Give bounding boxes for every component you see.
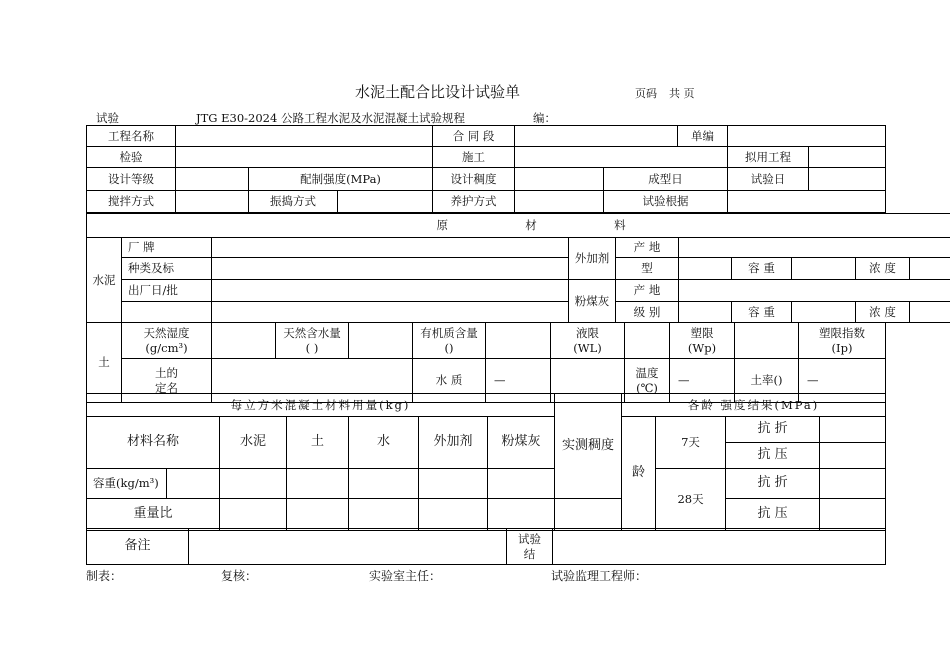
test-label: 试验 [96, 111, 119, 125]
col-admixture: 外加剂 [419, 417, 488, 469]
bulk-density-fly-ash[interactable] [488, 469, 555, 499]
fly-ash-label: 粉煤灰 [569, 280, 616, 323]
raw-title-1: 原 [436, 218, 448, 233]
mixing-method-field[interactable] [176, 191, 249, 213]
factory-date-field[interactable] [212, 280, 569, 302]
contract-section-label: 合 同 段 [433, 126, 515, 147]
organic-l1: 有机质含量 [420, 326, 478, 341]
admixture-density-label: 容 重 [732, 258, 792, 280]
inspection-field[interactable] [176, 147, 433, 168]
admixture-density-field[interactable] [792, 258, 856, 280]
curing-method-label: 养护方式 [433, 191, 515, 213]
plastic-limit-l1: 塑限 [690, 326, 714, 341]
design-grade-label: 设计等级 [87, 168, 176, 191]
day7-compressive-label: 抗 压 [726, 443, 820, 469]
plastic-limit-l2: (Wp) [687, 340, 717, 355]
natural-density-l2: (g/cm³) [145, 340, 188, 355]
admixture-origin-label: 产 地 [616, 238, 679, 258]
type-grade-field[interactable] [212, 258, 569, 280]
remarks-table [86, 528, 886, 565]
conclusion-field[interactable] [553, 529, 886, 565]
code-label-text: 编： [533, 111, 556, 125]
fly-ash-origin-field[interactable] [679, 280, 950, 302]
conclusion-l1: 试验 [518, 532, 541, 547]
plasticity-index-l1: 塑限指数 [819, 326, 865, 341]
factory-date-label: 出厂日/批 [122, 280, 212, 302]
fly-ash-grade-field[interactable] [679, 302, 732, 323]
admixture-concentration-field[interactable] [910, 258, 950, 280]
day28-flexural-label: 抗 折 [726, 469, 820, 499]
day28-flexural-field[interactable] [820, 469, 886, 499]
vibration-method-label: 振捣方式 [249, 191, 338, 213]
weight-ratio-cement[interactable] [220, 499, 287, 531]
weight-ratio-fly-ash[interactable] [488, 499, 555, 531]
test-date-label: 试验日 [728, 168, 809, 191]
day28-label: 28天 [656, 469, 726, 531]
col-water: 水 [349, 417, 419, 469]
total-pages-label: 共 页 [669, 87, 695, 100]
form-title: 水泥土配合比设计试验单 [355, 83, 521, 101]
plastic-limit-label [670, 323, 735, 359]
water-quality-label: 水 质 [413, 359, 486, 403]
plastic-limit-field[interactable] [735, 323, 799, 359]
natural-water-l2: ( ) [305, 340, 319, 355]
design-grade-field[interactable] [176, 168, 249, 191]
bulk-density-water[interactable] [349, 469, 419, 499]
temperature-label: 温度(℃) [625, 359, 670, 403]
weight-ratio-admixture[interactable] [419, 499, 488, 531]
soil-rate-label: 土率() [735, 359, 799, 403]
natural-density-l1: 天然湿度 [143, 326, 190, 341]
liquid-limit-l2: (WL) [573, 340, 602, 355]
design-consistency-field[interactable] [515, 168, 604, 191]
mix-quantity-title: 每立方米混凝土材料用量(kg) [87, 394, 555, 417]
natural-density-label [122, 323, 212, 359]
natural-water-l1: 天然含水量 [283, 326, 341, 341]
soil-label: 土 [87, 323, 122, 403]
admixture-type-field[interactable] [679, 258, 732, 280]
weight-ratio-water[interactable] [349, 499, 419, 531]
soil-rate-field[interactable]: — [799, 359, 886, 403]
organic-l2: () [444, 340, 454, 355]
factory-brand-field[interactable] [212, 238, 569, 258]
materials-table [86, 213, 950, 323]
raw-title-3: 料 [614, 218, 626, 233]
admixture-origin-field[interactable] [679, 238, 950, 258]
fly-ash-density-label: 容 重 [732, 302, 792, 323]
test-basis-field[interactable] [728, 191, 886, 213]
page-number-label: 页码 [635, 87, 657, 100]
info-table [86, 125, 886, 213]
code-label [533, 110, 644, 126]
construction-label: 施工 [433, 147, 515, 168]
proposed-project-field[interactable] [809, 147, 886, 168]
test-date-field[interactable] [809, 168, 886, 191]
contract-section-field[interactable] [515, 126, 678, 147]
project-name-label: 工程名称 [87, 126, 176, 147]
fly-ash-density-field[interactable] [792, 302, 856, 323]
weight-ratio-label: 重量比 [87, 499, 220, 531]
unit-code-field[interactable] [728, 126, 886, 147]
natural-density-field[interactable] [212, 323, 276, 359]
organic-label [413, 323, 486, 359]
conclusion-label [507, 529, 553, 565]
soil-name-l1: 土的 [155, 366, 178, 381]
age-label: 龄 [622, 417, 656, 531]
bulk-density-soil[interactable] [287, 469, 349, 499]
unit-code-label: 单编 [678, 126, 728, 147]
conclusion-l2: 结 [523, 546, 536, 561]
bulk-density-label: 容重(kg/m³) [87, 469, 167, 499]
proposed-project-label: 拟用工程 [728, 147, 809, 168]
plasticity-index-l2: (Ip) [831, 340, 853, 355]
type-grade-label: 种类及标 [122, 258, 212, 280]
raw-materials-title [87, 214, 950, 238]
construction-field[interactable] [515, 147, 728, 168]
inspection-label: 检验 [87, 147, 176, 168]
liquid-limit-l1: 液限 [576, 326, 599, 341]
day7-compressive-field[interactable] [820, 443, 886, 469]
liquid-limit-field[interactable] [625, 323, 670, 359]
admixture-label: 外加剂 [569, 238, 616, 280]
mixing-method-label: 搅拌方式 [87, 191, 176, 213]
soil-name-l2: 定名 [155, 380, 178, 395]
cement-label: 水泥 [87, 238, 122, 323]
standard-text: JTG E30-2024 公路工程水泥及水泥混凝土试验规程 [196, 111, 465, 125]
day7-flexural-label: 抗 折 [726, 417, 820, 443]
design-consistency-label: 设计稠度 [433, 168, 515, 191]
col-cement: 水泥 [220, 417, 287, 469]
natural-water-label [276, 323, 349, 359]
remarks-label: 备注 [87, 529, 189, 565]
weight-ratio-consistency[interactable] [555, 499, 622, 531]
forming-date-label: 成型日 [604, 168, 728, 191]
test-basis-label: 试验根据 [604, 191, 728, 213]
day7-label: 7天 [656, 417, 726, 469]
measured-consistency-label: 实测稠度 [555, 394, 622, 499]
col-fly-ash: 粉煤灰 [488, 417, 555, 469]
fly-ash-concentration-label: 浓 度 [856, 302, 910, 323]
bulk-density-cement[interactable] [220, 469, 287, 499]
prep-strength-label: 配制强度(MPa) [249, 168, 433, 191]
lab-director-label: 实验室主任： [369, 569, 442, 583]
fly-ash-concentration-field[interactable] [910, 302, 950, 323]
water-quality-field[interactable]: — [486, 359, 551, 403]
bulk-density-extra[interactable] [167, 469, 220, 499]
vibration-method-field[interactable] [338, 191, 433, 213]
cement-extra-value[interactable] [212, 302, 569, 323]
maker-label: 制表： [86, 569, 123, 583]
factory-brand-label: 厂 牌 [122, 238, 212, 258]
fly-ash-grade-label: 级 别 [616, 302, 679, 323]
temperature-field[interactable]: — [670, 359, 735, 403]
remarks-field[interactable] [189, 529, 507, 565]
reviewer-label: 复核： [221, 569, 258, 583]
day28-compressive-label: 抗 压 [726, 499, 820, 531]
cement-extra-field[interactable] [122, 302, 212, 323]
day7-flexural-field[interactable] [820, 417, 886, 443]
bulk-density-admixture[interactable] [419, 469, 488, 499]
curing-method-field[interactable] [515, 191, 604, 213]
supervisor-label: 试验监理工程师： [551, 569, 648, 583]
material-name-label: 材料名称 [87, 417, 220, 469]
liquid-limit-label [551, 323, 625, 359]
day28-compressive-field[interactable] [820, 499, 886, 531]
admixture-type-label: 型 [616, 258, 679, 280]
raw-title-2: 材 [525, 218, 537, 233]
natural-water-field[interactable] [349, 323, 413, 359]
admixture-concentration-label: 浓 度 [856, 258, 910, 280]
organic-field[interactable] [486, 323, 551, 359]
plasticity-index-label [799, 323, 886, 359]
project-name-field[interactable] [176, 126, 433, 147]
strength-title: 各龄 强度结果(MPa) [622, 394, 886, 417]
mix-table [86, 393, 886, 531]
weight-ratio-soil[interactable] [287, 499, 349, 531]
fly-ash-origin-label: 产 地 [616, 280, 679, 302]
soil-table [86, 322, 886, 403]
col-soil: 土 [287, 417, 349, 469]
